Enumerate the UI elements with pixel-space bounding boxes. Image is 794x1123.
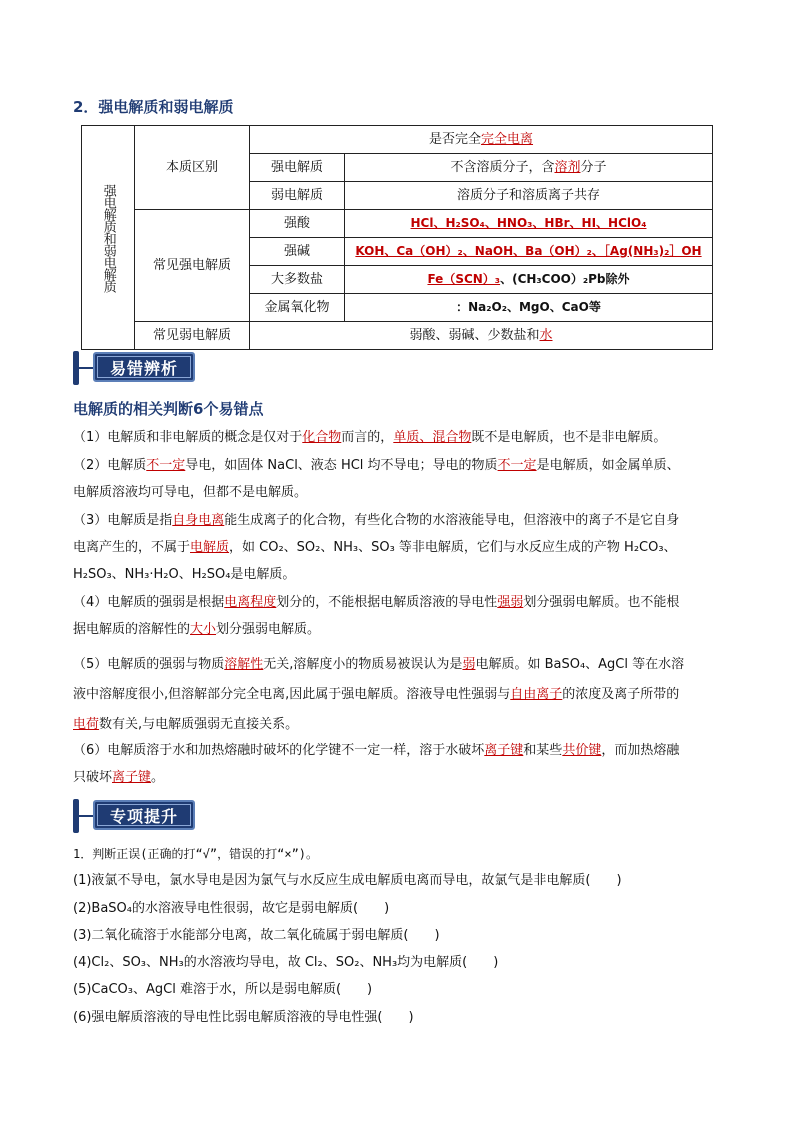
table-cell-salts: Fe（SCN）₃、(CH₃COO）₂Pb除外 bbox=[345, 266, 713, 294]
error-point-5: （5）电解质的强弱与物质溶解性无关,溶解度小的物质易被误认为是弱电解质。如 BaSO₄、AgCl 等在水溶 液中溶解度很小,但溶解部分完全电离,因此属于强电解质。溶液导电性强弱与自由离子的浓度及离子所带的 电荷数有关,与电解质强弱无直接关系。 bbox=[73, 657, 685, 732]
question-6: (6)强电解质溶液的导电性比弱电解质溶液的导电性强( ) bbox=[73, 1010, 414, 1025]
error-points-title: 电解质的相关判断6个易错点 bbox=[73, 400, 264, 418]
table-label-metal-oxides: 金属氧化物 bbox=[250, 294, 345, 322]
table-label-weak: 弱电解质 bbox=[250, 182, 345, 210]
question-3: (3)二氧化硫溶于水能部分电离，故二氧化硫属于弱电解质( ) bbox=[73, 928, 440, 943]
banner-label: 易错辨析 bbox=[93, 352, 195, 382]
table-cell-metal-oxides: ：Na₂O₂、MgO、CaO等 bbox=[345, 294, 713, 322]
error-point-4: （4）电解质的强弱是根据电离程度划分的，不能根据电解质溶液的导电性强弱划分强弱电解质。也不能根 据电解质的溶解性的大小划分强弱电解质。 bbox=[73, 595, 680, 637]
table-cell-complete-ionization: 是否完全完全电离 bbox=[250, 126, 713, 154]
table-cell-strong: 不含溶质分子，含溶剂分子 bbox=[345, 154, 713, 182]
question-intro: 1．判断正误(正确的打“√”，错误的打“×”)。 bbox=[73, 847, 319, 861]
table-group-common-weak: 常见弱电解质 bbox=[135, 322, 250, 350]
table-label-strong-acid: 强酸 bbox=[250, 210, 345, 238]
table-label-salts: 大多数盐 bbox=[250, 266, 345, 294]
table-cell-strong-base: KOH、Ca（OH）₂、NaOH、Ba（OH）₂、［Ag(NH₃)₂］OH bbox=[345, 238, 713, 266]
question-2: (2)BaSO₄的水溶液导电性很弱，故它是弱电解质( ) bbox=[73, 901, 390, 916]
table-group-common-strong: 常见强电解质 bbox=[135, 210, 250, 322]
table-cell-weak: 溶质分子和溶质离子共存 bbox=[345, 182, 713, 210]
table-vertical-label: 强电解质和弱电解质 bbox=[82, 126, 135, 350]
banner-label: 专项提升 bbox=[93, 800, 195, 830]
table-label-strong-base: 强碱 bbox=[250, 238, 345, 266]
banner-connector bbox=[79, 815, 93, 817]
error-point-3: （3）电解质是指自身电离能生成离子的化合物，有些化合物的水溶液能导电，但溶液中的离子不是它自身 电离产生的，不属于电解质，如 CO₂、SO₂、NH₃、SO₃ 等非电解质，它们与水反应生成的产物 H₂CO₃、 H₂SO₃、NH₃·H₂O、H₂SO₄是电解质。 bbox=[73, 513, 680, 582]
banner-connector bbox=[79, 367, 93, 369]
question-5: (5)CaCO₃、AgCl 难溶于水，所以是弱电解质( ) bbox=[73, 982, 373, 997]
table-label-strong: 强电解质 bbox=[250, 154, 345, 182]
question-1: (1)液氯不导电，氯水导电是因为氯气与水反应生成电解质电离而导电，故氯气是非电解质( ) bbox=[73, 873, 622, 888]
banner-error-analysis bbox=[73, 351, 198, 385]
table-cell-strong-acid: HCl、H₂SO₄、HNO₃、HBr、HI、HClO₄ bbox=[345, 210, 713, 238]
error-point-6: （6）电解质溶于水和加热熔融时破坏的化学键不一定一样，溶于水破坏离子键和某些共价键，而加热熔融 只破坏离子键。 bbox=[73, 743, 680, 785]
comparison-table bbox=[81, 125, 713, 350]
error-point-1: （1）电解质和非电解质的概念是仅对于化合物而言的，单质、混合物既不是电解质，也不是非电解质。 bbox=[73, 430, 667, 445]
table-cell-common-weak: 弱酸、弱碱、少数盐和水 bbox=[250, 322, 713, 350]
question-4: (4)Cl₂、SO₃、NH₃的水溶液均导电，故 Cl₂、SO₂、NH₃均为电解质( ) bbox=[73, 955, 499, 970]
error-point-2: （2）电解质不一定导电，如固体 NaCl、液态 HCl 均不导电；导电的物质不一定是电解质，如金属单质、 电解质溶液均可导电，但都不是电解质。 bbox=[73, 458, 680, 500]
banner-special-practice bbox=[73, 799, 198, 833]
section-heading: 2．强电解质和弱电解质 bbox=[73, 98, 234, 116]
table-group-essence: 本质区别 bbox=[135, 126, 250, 210]
